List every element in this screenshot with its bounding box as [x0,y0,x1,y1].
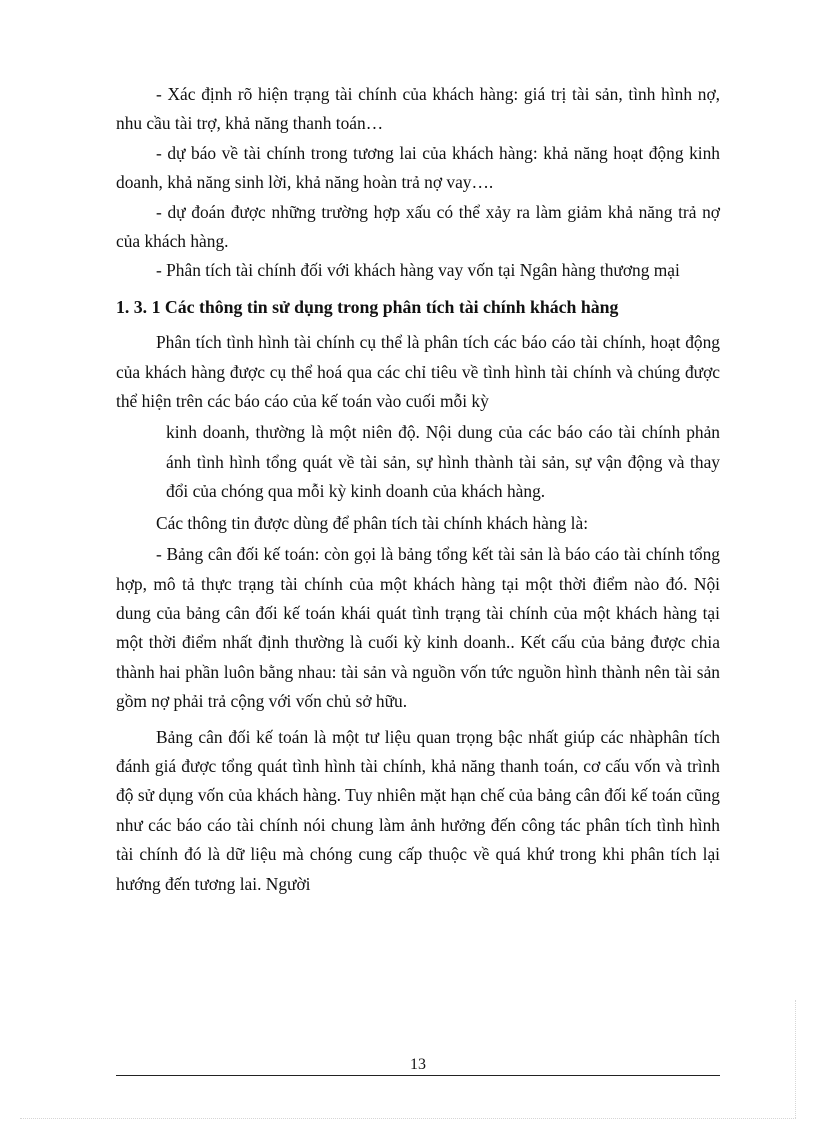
bullet-paragraph-current-status: - Xác định rõ hiện trạng tài chính của khách hàng: giá trị tài sản, tình hình nợ, nhu cầu tài trợ, khả năng thanh toán… [116,84,720,134]
bullet-paragraph-balance-sheet: - Bảng cân đối kế toán: còn gọi là bảng tổng kết tài sản là báo cáo tài chính tổng hợp, mô tả thực trạng tài chính của một khách hàng tại một thời điểm nào đó. Nội dung của bảng cân đối kế toán khái quát tình trạng tài chính của một khách hàng tại một thời điểm nhất định thường là cuối kỳ kinh doanh.. Kết cấu của bảng được chia thành hai phần luôn bằng nhau: tài sản và nguồn vốn tức nguồn hình thành nên tài sản gồm nợ phải trả cộng với vốn chủ sở hữu. [116,544,720,712]
page-body [116,80,720,899]
bullet-paragraph-forecast: - dự báo về tài chính trong tương lai của khách hàng: khả năng hoạt động kinh doanh, khả năng sinh lời, khả năng hoàn trả nợ vay…. [116,142,720,193]
body-paragraph-info-list-intro: Các thông tin được dùng để phân tích tài chính khách hàng là: [156,512,589,533]
page-number: 13 [410,1056,426,1073]
footer-rule [116,1075,720,1076]
page-right-dotted-border [795,1000,796,1118]
body-paragraph-balance-sheet-importance: Bảng cân đối kế toán là một tư liệu quan trọng bậc nhất giúp các nhàphân tích đánh giá được tổng quát tình hình tài chính, khả năng thanh toán, cơ cấu vốn và trình độ sử dụng vốn của khách hàng. Tuy nhiên mặt hạn chế của bảng cân đối kế toán cũng như các báo cáo tài chính nói chung làm ảnh hưởng đến công tác phân tích tình hình tài chính đó là dữ liệu mà chóng cung cấp thuộc về quá khứ trong khi phân tích lại hướng đến tương lai. Người [116,726,720,894]
section-heading: 1. 3. 1 Các thông tin sử dụng trong phân tích tài chính khách hàng [116,296,619,317]
bullet-paragraph-risk: - dự đoán được những trường hợp xấu có thể xảy ra làm giảm khả năng trả nợ của khách hàng. [116,201,720,252]
page-bottom-dotted-border [20,1118,796,1119]
bullet-paragraph-analysis: - Phân tích tài chính đối với khách hàng vay vốn tại Ngân hàng thương mại [156,260,680,281]
body-paragraph-analysis-intro: Phân tích tình hình tài chính cụ thể là phân tích các báo cáo tài chính, hoạt động của khách hàng được cụ thể hoá qua các chỉ tiêu về tình hình tài chính và chúng được thể hiện trên các báo cáo của kế toán vào cuối mỗi kỳ [116,332,720,412]
body-paragraph-report-content: kinh doanh, thường là một niên độ. Nội dung của các báo cáo tài chính phản ánh tình hình tổng quát về tài sản, sự hình thành tài sản, sự vận động và thay đổi của chóng qua mỗi kỳ kinh doanh của khách hàng. [166,422,720,502]
